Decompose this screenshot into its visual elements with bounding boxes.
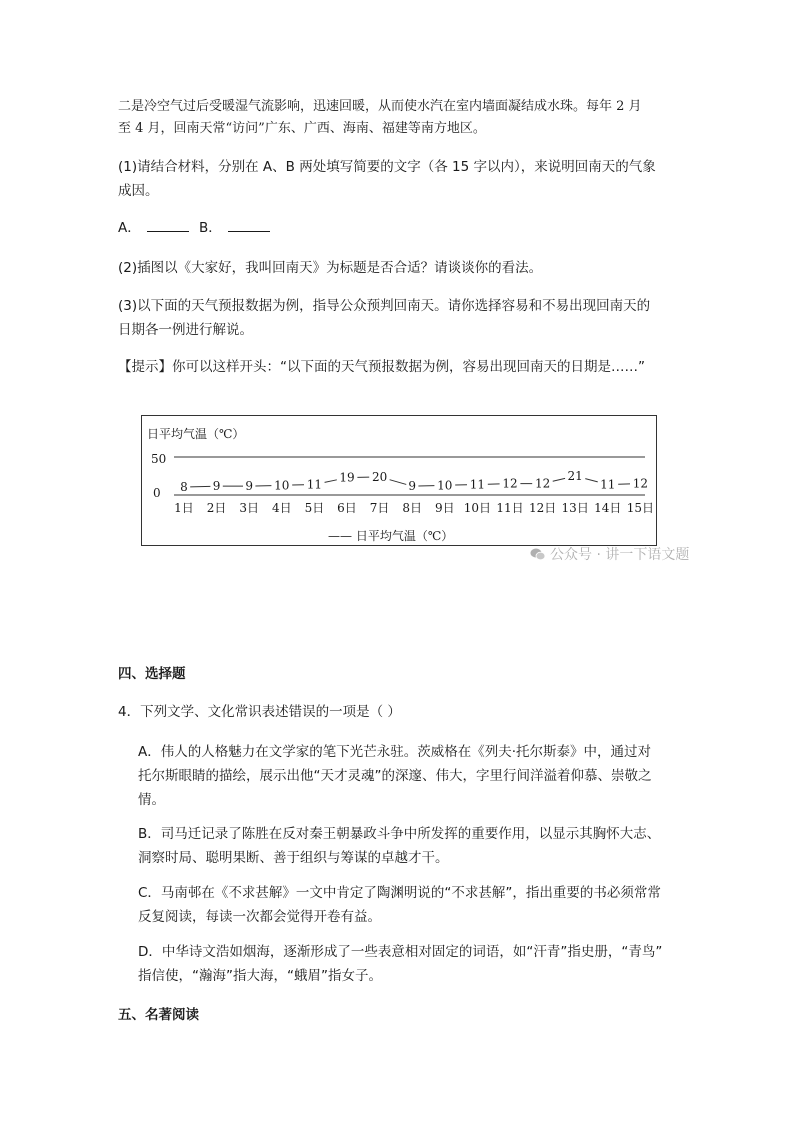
series-segment	[390, 480, 407, 485]
series-segment	[553, 478, 565, 481]
option-c-line-2: 反复阅读，每读一次都会觉得开卷有益。	[138, 909, 381, 925]
data-label: 12	[502, 476, 518, 491]
y-tick-0: 0	[153, 486, 161, 500]
question-1	[118, 155, 678, 203]
x-tick-label: 15日	[626, 501, 655, 515]
x-tick-label: 3日	[239, 501, 260, 515]
data-label: 10	[437, 478, 453, 493]
x-tick-label: 12日	[528, 501, 557, 515]
blank-b-line	[228, 217, 270, 232]
data-label: 10	[274, 478, 290, 493]
x-tick-label: 7日	[369, 501, 390, 515]
hint-text: 【提示】你可以这样开头：“以下面的天气预报数据为例，容易出现回南天的日期是……”	[118, 359, 645, 375]
data-label: 8	[180, 480, 188, 494]
chart-title: 日平均气温（℃）	[147, 427, 245, 441]
x-tick-label: 2日	[206, 501, 227, 515]
option-a-line-1: A．伟人的人格魅力在文学家的笔下光芒永驻。茨威格在《列夫·托尔斯泰》中，通过对	[138, 744, 652, 760]
x-tick-label: 13日	[561, 501, 589, 515]
blank-a-line	[147, 217, 189, 232]
data-label: 12	[534, 476, 551, 491]
section-5-heading: 五、名著阅读	[118, 1007, 199, 1023]
x-tick-label: 8日	[402, 501, 423, 515]
x-labels-group	[174, 501, 654, 515]
x-tick-label: 11日	[496, 501, 524, 515]
option-b-line-1: B．司马迁记录了陈胜在反对秦王朝暴政斗争中所发挥的重要作用，以显示其胸怀大志、	[138, 826, 661, 842]
option-a-line-3: 情。	[138, 792, 165, 808]
question-3	[118, 294, 678, 342]
blank-a-label: A．	[118, 220, 141, 236]
x-tick-label: 9日	[434, 501, 455, 515]
watermark-text: 公众号 · 讲一下语文题	[550, 547, 690, 563]
section-4-heading: 四、选择题	[118, 666, 186, 682]
option-a	[138, 740, 683, 812]
data-label: 20	[371, 469, 388, 484]
option-b	[138, 822, 683, 870]
data-label: 9	[212, 479, 221, 494]
temperature-chart	[141, 415, 657, 546]
option-c-line-1: C．马南邨在《不求甚解》一文中肯定了陶渊明说的“不求甚解”，指出重要的书必须常常	[138, 885, 661, 901]
option-a-line-2: 托尔斯眼睛的描绘，展示出他“天才灵魂”的深邃、伟大，字里行间洋溢着仰慕、崇敬之	[138, 768, 652, 784]
data-label: 19	[339, 470, 355, 485]
x-tick-label: 14日	[594, 501, 622, 515]
series-group	[180, 469, 648, 494]
chart-legend: —— 日平均气温（℃）	[328, 529, 454, 543]
intro-line-1: 二是冷空气过后受暖湿气流影响，迅速回暖，从而使水汽在室内墙面凝结成水珠。每年 2 月	[118, 99, 642, 114]
temperature-chart-svg	[142, 416, 658, 547]
data-label: 11	[600, 477, 616, 492]
option-d-line-2: 指信使，“瀚海”指大海，“蛾眉”指女子。	[138, 968, 382, 984]
question-3-line-2: 日期各一例进行解说。	[118, 322, 253, 338]
option-b-line-2: 洞察时局、聪明果断、善于组织与筹谋的卓越才干。	[138, 850, 449, 866]
data-label: 11	[306, 477, 323, 492]
x-tick-label: 5日	[304, 501, 325, 515]
series-segment	[585, 479, 597, 482]
question-1-line-2: 成因。	[118, 183, 159, 199]
y-tick-50: 50	[151, 452, 167, 466]
wechat-icon	[530, 547, 546, 561]
data-label: 11	[469, 477, 486, 492]
question-3-line-1: (3)以下面的天气预报数据为例，指导公众预判回南天。请你选择容易和不易出现回南天的	[118, 298, 651, 314]
x-tick-label: 1日	[174, 501, 194, 515]
series-segment	[325, 480, 337, 483]
x-tick-label: 4日	[271, 501, 292, 515]
data-label: 9	[408, 479, 417, 494]
blank-b-label: B．	[199, 220, 222, 236]
data-label: 12	[632, 476, 649, 491]
series-segment	[190, 486, 210, 487]
watermark	[530, 544, 689, 564]
x-tick-label: 10日	[463, 501, 492, 515]
question-1-line-1: (1)请结合材料，分别在 A、B 两处填写简要的文字（各 15 字以内），来说明回南天的气象	[118, 159, 656, 175]
option-d-line-1: D．中华诗文浩如烟海，逐渐形成了一些表意相对固定的词语，如“汗青”指史册，“青鸟”	[138, 944, 663, 960]
option-d	[138, 940, 683, 988]
intro-paragraph	[118, 96, 678, 140]
intro-line-2: 至 4 月，回南天常“访问”广东、广西、海南、福建等南方地区。	[118, 121, 486, 136]
data-label: 9	[245, 479, 254, 494]
option-c	[138, 881, 683, 929]
data-label: 21	[567, 469, 583, 483]
x-tick-label: 6日	[337, 501, 357, 515]
question-2: (2)插图以《大家好，我叫回南天》为标题是否合适？请谈谈你的看法。	[118, 260, 543, 276]
answer-blanks	[118, 216, 678, 240]
question-4: 4．下列文学、文化常识表述错误的一项是（ ）	[118, 704, 401, 720]
